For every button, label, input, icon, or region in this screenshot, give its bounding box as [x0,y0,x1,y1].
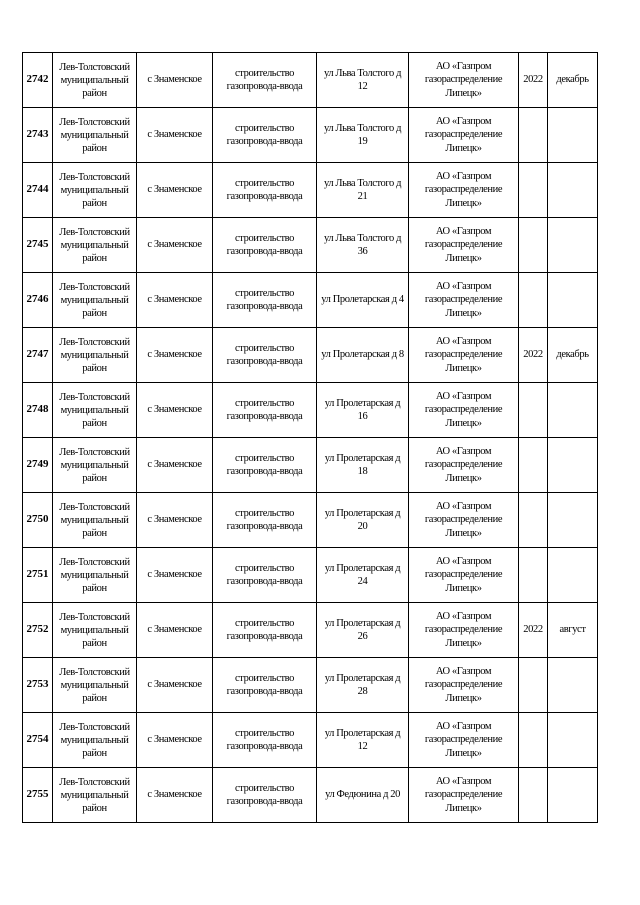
work-type-cell: строительство газопровода-ввода [213,438,317,493]
month-cell: декабрь [548,53,598,108]
row-number: 2752 [23,603,53,658]
address-cell: ул Пролетарская д 24 [317,548,409,603]
work-type-cell: строительство газопровода-ввода [213,603,317,658]
settlement-cell: с Знаменское [137,603,213,658]
address-cell: ул Пролетарская д 18 [317,438,409,493]
district-cell: Лев-Толстовский муниципальный район [53,493,137,548]
year-cell [519,438,548,493]
organization-cell: АО «Газпром газораспределение Липецк» [409,328,519,383]
address-cell: ул Пролетарская д 12 [317,713,409,768]
address-cell: ул Льва Толстого д 12 [317,53,409,108]
district-cell: Лев-Толстовский муниципальный район [53,658,137,713]
organization-cell: АО «Газпром газораспределение Липецк» [409,603,519,658]
month-cell: декабрь [548,328,598,383]
organization-cell: АО «Газпром газораспределение Липецк» [409,163,519,218]
address-cell: ул Пролетарская д 28 [317,658,409,713]
work-type-cell: строительство газопровода-ввода [213,383,317,438]
document-page [22,52,597,823]
table-row [23,383,598,438]
settlement-cell: с Знаменское [137,658,213,713]
month-cell [548,768,598,823]
work-type-cell: строительство газопровода-ввода [213,53,317,108]
work-type-cell: строительство газопровода-ввода [213,768,317,823]
settlement-cell: с Знаменское [137,548,213,603]
month-cell [548,218,598,273]
work-type-cell: строительство газопровода-ввода [213,328,317,383]
year-cell [519,493,548,548]
district-cell: Лев-Толстовский муниципальный район [53,383,137,438]
table-row [23,768,598,823]
month-cell [548,383,598,438]
address-cell: ул Пролетарская д 8 [317,328,409,383]
district-cell: Лев-Толстовский муниципальный район [53,218,137,273]
address-cell: ул Льва Толстого д 19 [317,108,409,163]
district-cell: Лев-Толстовский муниципальный район [53,713,137,768]
address-cell: ул Пролетарская д 26 [317,603,409,658]
organization-cell: АО «Газпром газораспределение Липецк» [409,273,519,328]
organization-cell: АО «Газпром газораспределение Липецк» [409,218,519,273]
row-number: 2751 [23,548,53,603]
row-number: 2746 [23,273,53,328]
table-row [23,658,598,713]
year-cell [519,658,548,713]
settlement-cell: с Знаменское [137,328,213,383]
settlement-cell: с Знаменское [137,218,213,273]
settlement-cell: с Знаменское [137,383,213,438]
table-row [23,163,598,218]
month-cell [548,273,598,328]
table-row [23,603,598,658]
table-row [23,548,598,603]
organization-cell: АО «Газпром газораспределение Липецк» [409,438,519,493]
row-number: 2754 [23,713,53,768]
row-number: 2743 [23,108,53,163]
work-type-cell: строительство газопровода-ввода [213,273,317,328]
district-cell: Лев-Толстовский муниципальный район [53,548,137,603]
organization-cell: АО «Газпром газораспределение Липецк» [409,108,519,163]
row-number: 2744 [23,163,53,218]
settlement-cell: с Знаменское [137,768,213,823]
table-row [23,438,598,493]
work-type-cell: строительство газопровода-ввода [213,163,317,218]
work-type-cell: строительство газопровода-ввода [213,218,317,273]
table-row [23,328,598,383]
month-cell [548,548,598,603]
year-cell: 2022 [519,53,548,108]
year-cell [519,383,548,438]
year-cell [519,713,548,768]
month-cell [548,658,598,713]
organization-cell: АО «Газпром газораспределение Липецк» [409,493,519,548]
year-cell [519,218,548,273]
settlement-cell: с Знаменское [137,53,213,108]
organization-cell: АО «Газпром газораспределение Липецк» [409,658,519,713]
address-cell: ул Пролетарская д 4 [317,273,409,328]
address-cell: ул Пролетарская д 20 [317,493,409,548]
settlement-cell: с Знаменское [137,108,213,163]
work-type-cell: строительство газопровода-ввода [213,493,317,548]
work-type-cell: строительство газопровода-ввода [213,108,317,163]
year-cell: 2022 [519,603,548,658]
table-row [23,108,598,163]
district-cell: Лев-Толстовский муниципальный район [53,108,137,163]
district-cell: Лев-Толстовский муниципальный район [53,603,137,658]
table-body [23,53,598,823]
address-cell: ул Пролетарская д 16 [317,383,409,438]
district-cell: Лев-Толстовский муниципальный район [53,163,137,218]
district-cell: Лев-Толстовский муниципальный район [53,328,137,383]
month-cell [548,438,598,493]
district-cell: Лев-Толстовский муниципальный район [53,273,137,328]
organization-cell: АО «Газпром газораспределение Липецк» [409,53,519,108]
work-type-cell: строительство газопровода-ввода [213,658,317,713]
month-cell [548,163,598,218]
year-cell [519,163,548,218]
table-row [23,713,598,768]
work-type-cell: строительство газопровода-ввода [213,548,317,603]
organization-cell: АО «Газпром газораспределение Липецк» [409,548,519,603]
district-cell: Лев-Толстовский муниципальный район [53,768,137,823]
table-row [23,218,598,273]
settlement-cell: с Знаменское [137,493,213,548]
table-row [23,53,598,108]
row-number: 2748 [23,383,53,438]
year-cell: 2022 [519,328,548,383]
district-cell: Лев-Толстовский муниципальный район [53,438,137,493]
table-row [23,273,598,328]
month-cell [548,108,598,163]
table-row [23,493,598,548]
row-number: 2749 [23,438,53,493]
settlement-cell: с Знаменское [137,163,213,218]
gasification-table [22,52,598,823]
work-type-cell: строительство газопровода-ввода [213,713,317,768]
year-cell [519,548,548,603]
year-cell [519,273,548,328]
organization-cell: АО «Газпром газораспределение Липецк» [409,383,519,438]
settlement-cell: с Знаменское [137,713,213,768]
district-cell: Лев-Толстовский муниципальный район [53,53,137,108]
row-number: 2750 [23,493,53,548]
address-cell: ул Льва Толстого д 36 [317,218,409,273]
settlement-cell: с Знаменское [137,273,213,328]
row-number: 2742 [23,53,53,108]
row-number: 2747 [23,328,53,383]
address-cell: ул Льва Толстого д 21 [317,163,409,218]
settlement-cell: с Знаменское [137,438,213,493]
month-cell [548,493,598,548]
row-number: 2753 [23,658,53,713]
year-cell [519,108,548,163]
organization-cell: АО «Газпром газораспределение Липецк» [409,713,519,768]
organization-cell: АО «Газпром газораспределение Липецк» [409,768,519,823]
row-number: 2755 [23,768,53,823]
month-cell [548,713,598,768]
address-cell: ул Федюнина д 20 [317,768,409,823]
row-number: 2745 [23,218,53,273]
year-cell [519,768,548,823]
month-cell: август [548,603,598,658]
